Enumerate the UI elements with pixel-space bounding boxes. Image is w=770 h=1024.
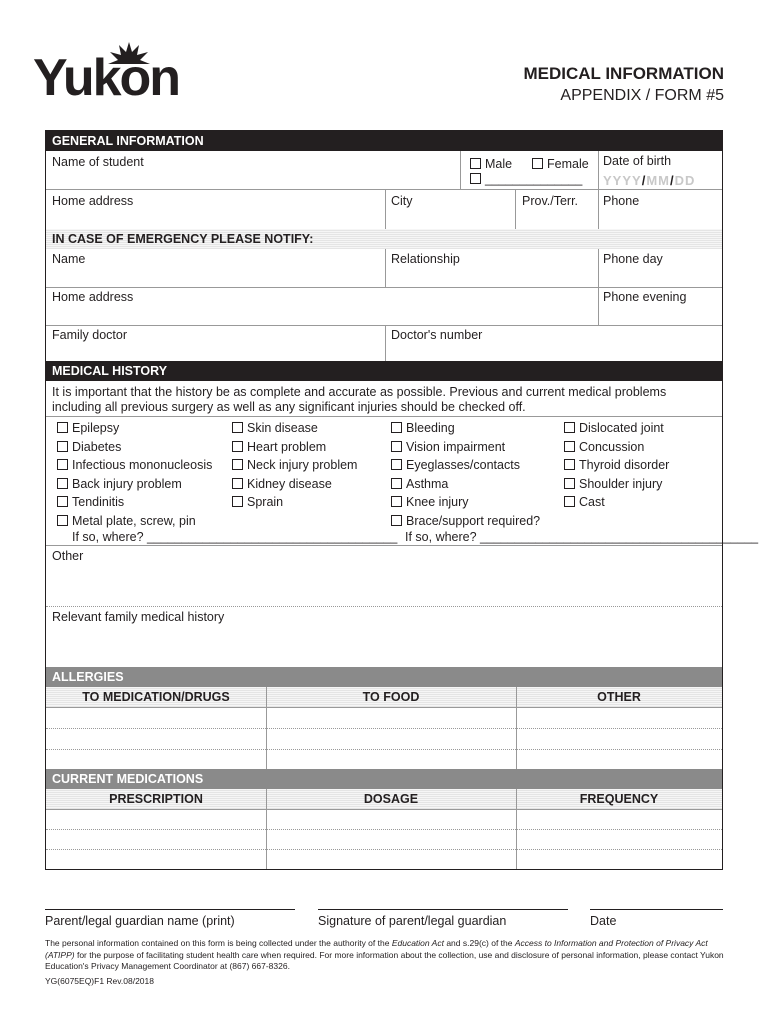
if-so-where-brace-field[interactable]: If so, where? ________________________________________ (405, 530, 759, 544)
checkbox-icon (564, 459, 575, 470)
medical-history-intro: including all previous surgery as well as any significant injuries should be checked off. (52, 400, 526, 414)
condition-label: Skin disease (247, 421, 318, 435)
checkbox-icon (391, 441, 402, 452)
checkbox-icon (391, 422, 402, 433)
checkbox-icon (57, 515, 68, 526)
condition-checkbox[interactable] (391, 458, 520, 472)
medications-entry-rows[interactable] (46, 810, 722, 869)
column-header: DOSAGE (363, 792, 419, 806)
checkbox-icon (232, 441, 243, 452)
condition-label: Bleeding (406, 421, 455, 435)
relationship-field[interactable]: Relationship (391, 252, 460, 266)
other-gender-checkbox[interactable]: ______________ (470, 172, 582, 186)
form-subtitle: APPENDIX / FORM #5 (560, 87, 724, 104)
other-field[interactable]: Other (52, 549, 84, 563)
condition-checkbox[interactable] (391, 440, 505, 454)
checkbox-icon (470, 173, 481, 184)
checkbox-icon (391, 496, 402, 507)
guardian-signature-label: Signature of parent/legal guardian (318, 914, 507, 928)
checkbox-icon (470, 158, 481, 169)
condition-label: Infectious mononucleosis (72, 458, 213, 473)
condition-label: Vision impairment (406, 439, 506, 454)
medical-history-intro: It is important that the history be as complete and accurate as possible. Previous and current medical problems (52, 385, 667, 399)
condition-checkbox[interactable] (57, 421, 119, 435)
checkbox-icon (564, 441, 575, 452)
condition-label: Brace/support required? (406, 514, 541, 528)
checkbox-icon (232, 459, 243, 470)
phone-day-field[interactable]: Phone day (603, 252, 663, 266)
condition-checkbox[interactable] (564, 495, 605, 509)
condition-label: Shoulder injury (579, 476, 663, 491)
condition-checkbox[interactable] (564, 458, 669, 472)
checkbox-icon (57, 496, 68, 507)
date-line[interactable] (590, 909, 723, 910)
checkbox-icon (391, 478, 402, 489)
condition-checkbox[interactable] (232, 421, 318, 435)
checkbox-icon (57, 478, 68, 489)
guardian-name-line[interactable] (45, 909, 295, 910)
city-field[interactable]: City (391, 194, 413, 208)
condition-checkbox[interactable] (232, 495, 283, 509)
privacy-notice: The personal information contained on this form is being collected under the authority of the Education Act and s.29(c) of the Access to Information and Protection of Privacy Act (ATIPP) for the purpose of facilitating student health care when required. For more information about the collection, use and disclosure of personal information, please contact Yukon Education's Privacy Management Coordinator at (867) 667-8326. (45, 938, 724, 971)
condition-label: Asthma (406, 476, 449, 491)
checkbox-icon (232, 422, 243, 433)
checkbox-icon (391, 515, 402, 526)
condition-label: Sprain (247, 495, 284, 510)
family-medical-history-field[interactable]: Relevant family medical history (52, 610, 225, 624)
date-of-birth-label: Date of birth (603, 154, 672, 168)
condition-checkbox[interactable] (564, 440, 644, 454)
phone-evening-field[interactable]: Phone evening (603, 290, 687, 304)
checkbox-icon (232, 478, 243, 489)
checkbox-icon (57, 422, 68, 433)
phone-field[interactable]: Phone (603, 194, 640, 208)
condition-label: Tendinitis (72, 495, 125, 510)
condition-label: Heart problem (247, 439, 327, 454)
checkbox-icon (57, 441, 68, 452)
condition-checkbox[interactable] (232, 477, 332, 491)
medical-form (45, 130, 759, 870)
section-general-information: GENERAL INFORMATION (46, 131, 722, 151)
condition-checkbox[interactable] (564, 477, 662, 491)
checkbox-icon (564, 478, 575, 489)
condition-label: Neck injury problem (247, 458, 358, 473)
allergies-entry-rows[interactable] (46, 708, 722, 769)
female-checkbox[interactable]: Female (532, 157, 589, 171)
condition-checkbox[interactable] (57, 514, 196, 528)
condition-label: Knee injury (406, 495, 469, 510)
section-emergency: IN CASE OF EMERGENCY PLEASE NOTIFY: (46, 229, 722, 249)
section-medical-history: MEDICAL HISTORY (46, 361, 722, 381)
column-header: PRESCRIPTION (109, 792, 203, 806)
condition-label: Epilepsy (72, 421, 120, 435)
column-header: TO MEDICATION/DRUGS (82, 690, 230, 704)
medications-header-row (46, 789, 722, 809)
checkbox-icon (232, 496, 243, 507)
condition-checkbox[interactable] (232, 440, 326, 454)
allergies-header-row (46, 687, 722, 707)
condition-label: Thyroid disorder (579, 458, 670, 473)
male-checkbox[interactable]: Male (470, 157, 512, 171)
condition-checkbox[interactable] (391, 514, 540, 528)
checkbox-icon (57, 459, 68, 470)
condition-checkbox[interactable] (232, 458, 357, 472)
checkbox-icon (391, 459, 402, 470)
condition-checkbox[interactable] (391, 495, 469, 509)
condition-checkbox[interactable] (564, 421, 664, 435)
name-of-student-field[interactable]: Name of student (52, 155, 144, 169)
emergency-home-address-field[interactable]: Home address (52, 290, 134, 304)
home-address-field[interactable]: Home address (52, 194, 134, 208)
section-allergies: ALLERGIES (46, 667, 722, 687)
column-header: TO FOOD (362, 690, 420, 704)
condition-label: Eyeglasses/contacts (406, 458, 520, 473)
condition-label: Back injury problem (72, 476, 182, 491)
doctors-number-field[interactable]: Doctor's number (391, 328, 483, 342)
family-doctor-field[interactable]: Family doctor (52, 328, 128, 342)
condition-checkbox[interactable] (57, 458, 212, 472)
condition-checkbox[interactable] (57, 477, 182, 491)
column-header: FREQUENCY (579, 792, 659, 806)
prov-terr-field[interactable]: Prov./Terr. (522, 194, 579, 208)
checkbox-icon (532, 158, 543, 169)
if-so-where-field[interactable]: If so, where? ____________________________________ (72, 530, 398, 544)
date-of-birth-field[interactable]: YYYY/MM/DD (603, 173, 696, 188)
condition-label: Diabetes (72, 439, 122, 454)
checkbox-icon (564, 496, 575, 507)
emergency-name-field[interactable]: Name (52, 252, 86, 266)
date-label: Date (590, 914, 617, 928)
guardian-signature-line[interactable] (318, 909, 568, 910)
column-header: OTHER (597, 690, 641, 704)
yukon-logo: Yukon (33, 49, 180, 107)
condition-label: Kidney disease (247, 476, 332, 491)
condition-label: Concussion (579, 439, 645, 454)
condition-checkbox[interactable] (391, 421, 455, 435)
condition-label: Cast (579, 495, 605, 510)
condition-label: Dislocated joint (579, 421, 664, 435)
condition-checkbox[interactable] (57, 440, 121, 454)
form-title: MEDICAL INFORMATION (523, 64, 724, 83)
form-code: YG(6075EQ)F1 Rev.08/2018 (45, 976, 154, 986)
condition-checkbox[interactable] (57, 495, 124, 509)
condition-label: Metal plate, screw, pin (72, 514, 196, 528)
checkbox-icon (564, 422, 575, 433)
guardian-name-label: Parent/legal guardian name (print) (45, 914, 235, 928)
section-current-medications: CURRENT MEDICATIONS (46, 769, 722, 789)
condition-checkbox[interactable] (391, 477, 448, 491)
